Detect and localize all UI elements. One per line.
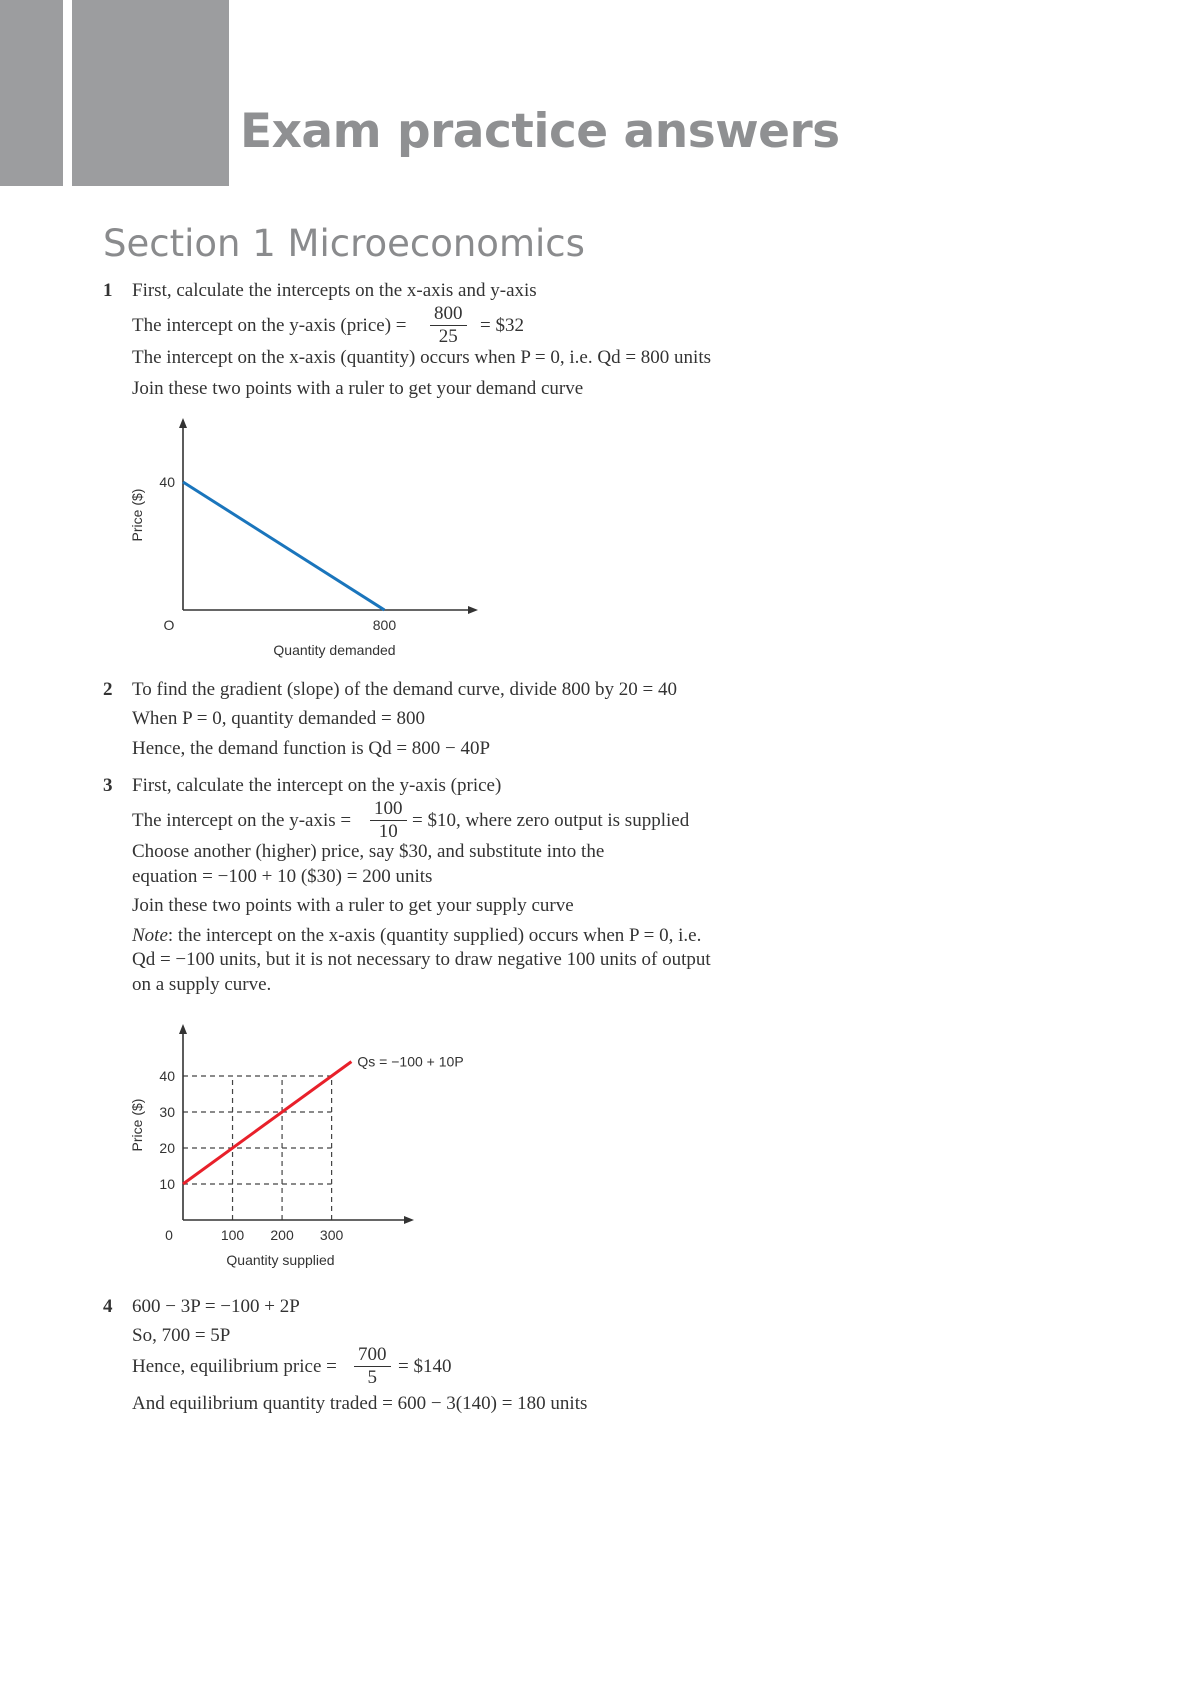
q4-line2: So, 700 = 5P — [132, 1325, 231, 1346]
fraction-denominator: 5 — [367, 1367, 377, 1388]
q3-line3: Choose another (higher) price, say $30, and substitute into the — [132, 841, 605, 862]
q2-line3: Hence, the demand function is Qd = 800 − 40P — [132, 738, 491, 759]
q1-line2-pre: The intercept on the y-axis (price) = — [132, 315, 407, 336]
q3-line1: First, calculate the intercept on the y-axis (price) — [132, 775, 502, 796]
header-tab-block-left — [0, 0, 63, 186]
fraction-numerator: 800 — [430, 303, 467, 326]
q3-line2-post: = $10, where zero output is supplied — [412, 810, 690, 831]
q4-fraction — [354, 1344, 391, 1389]
x-axis-label: Quantity demanded — [273, 642, 396, 658]
y-axis-label: Price ($) — [129, 1098, 145, 1152]
section-title: Section 1 Microeconomics — [103, 222, 585, 265]
supply-curve-chart — [120, 1010, 540, 1280]
q3-line2-pre: The intercept on the y-axis = — [132, 810, 352, 831]
origin-label: O — [163, 617, 175, 633]
q1-line3: The intercept on the x-axis (quantity) occurs when P = 0, i.e. Qd = 800 units — [132, 347, 711, 368]
x-tick-label: 100 — [220, 1227, 245, 1243]
note-text: : the intercept on the x-axis (quantity supplied) occurs when P = 0, i.e. — [167, 925, 702, 946]
q4-line3-pre: Hence, equilibrium price = — [132, 1356, 337, 1377]
q2-line2: When P = 0, quantity demanded = 800 — [132, 708, 426, 729]
x-tick-label: 300 — [319, 1227, 344, 1243]
q3-note-line2: Qd = −100 units, but it is not necessary to draw negative 100 units of output — [132, 949, 711, 970]
x-axis-arrow-icon — [404, 1216, 414, 1224]
series-label: Qs = −100 + 10P — [357, 1053, 464, 1070]
q4-line1: 600 − 3P = −100 + 2P — [132, 1296, 300, 1317]
x-tick-label: 200 — [270, 1227, 294, 1243]
question-number: 4 — [103, 1296, 113, 1317]
y-tick-label: 10 — [159, 1176, 175, 1192]
note-label: Note — [132, 925, 168, 946]
series-line — [183, 482, 384, 610]
series-line — [183, 1062, 351, 1184]
y-axis-arrow-icon — [179, 1024, 187, 1034]
page-title: Exam practice answers — [240, 104, 840, 159]
origin-label: 0 — [165, 1227, 173, 1243]
q4-line3-post: = $140 — [398, 1356, 452, 1377]
q3-fraction — [370, 798, 407, 843]
question-number: 1 — [103, 280, 113, 301]
y-tick-label: 20 — [159, 1140, 175, 1156]
demand-curve-chart — [120, 410, 540, 670]
q4-line4: And equilibrium quantity traded = 600 − 3(140) = 180 units — [132, 1393, 588, 1414]
fraction-numerator: 100 — [370, 798, 407, 821]
y-axis-arrow-icon — [179, 418, 187, 428]
q3-line5: Join these two points with a ruler to get your supply curve — [132, 895, 574, 916]
q1-line1: First, calculate the intercepts on the x-axis and y-axis — [132, 280, 537, 301]
q1-fraction — [430, 303, 467, 348]
q3-note-line3: on a supply curve. — [132, 974, 272, 995]
x-axis-label: Quantity supplied — [226, 1252, 335, 1268]
header-tab-block-right — [72, 0, 229, 186]
q3-note-line1 — [132, 925, 701, 947]
q3-line4: equation = −100 + 10 ($30) = 200 units — [132, 866, 433, 887]
y-axis-label: Price ($) — [129, 488, 145, 542]
question-number: 2 — [103, 679, 113, 700]
fraction-denominator: 10 — [378, 821, 398, 842]
y-tick-label: 30 — [159, 1104, 175, 1120]
q1-line2-post: = $32 — [480, 315, 524, 336]
y-tick-label: 40 — [159, 474, 175, 490]
fraction-numerator: 700 — [354, 1344, 391, 1367]
q2-line1: To find the gradient (slope) of the demand curve, divide 800 by 20 = 40 — [132, 679, 677, 700]
y-tick-label: 40 — [159, 1068, 175, 1084]
question-number: 3 — [103, 775, 113, 796]
fraction-denominator: 25 — [438, 326, 458, 347]
q1-line4: Join these two points with a ruler to get your demand curve — [132, 378, 584, 399]
x-axis-arrow-icon — [468, 606, 478, 614]
x-tick-label: 800 — [372, 617, 397, 633]
